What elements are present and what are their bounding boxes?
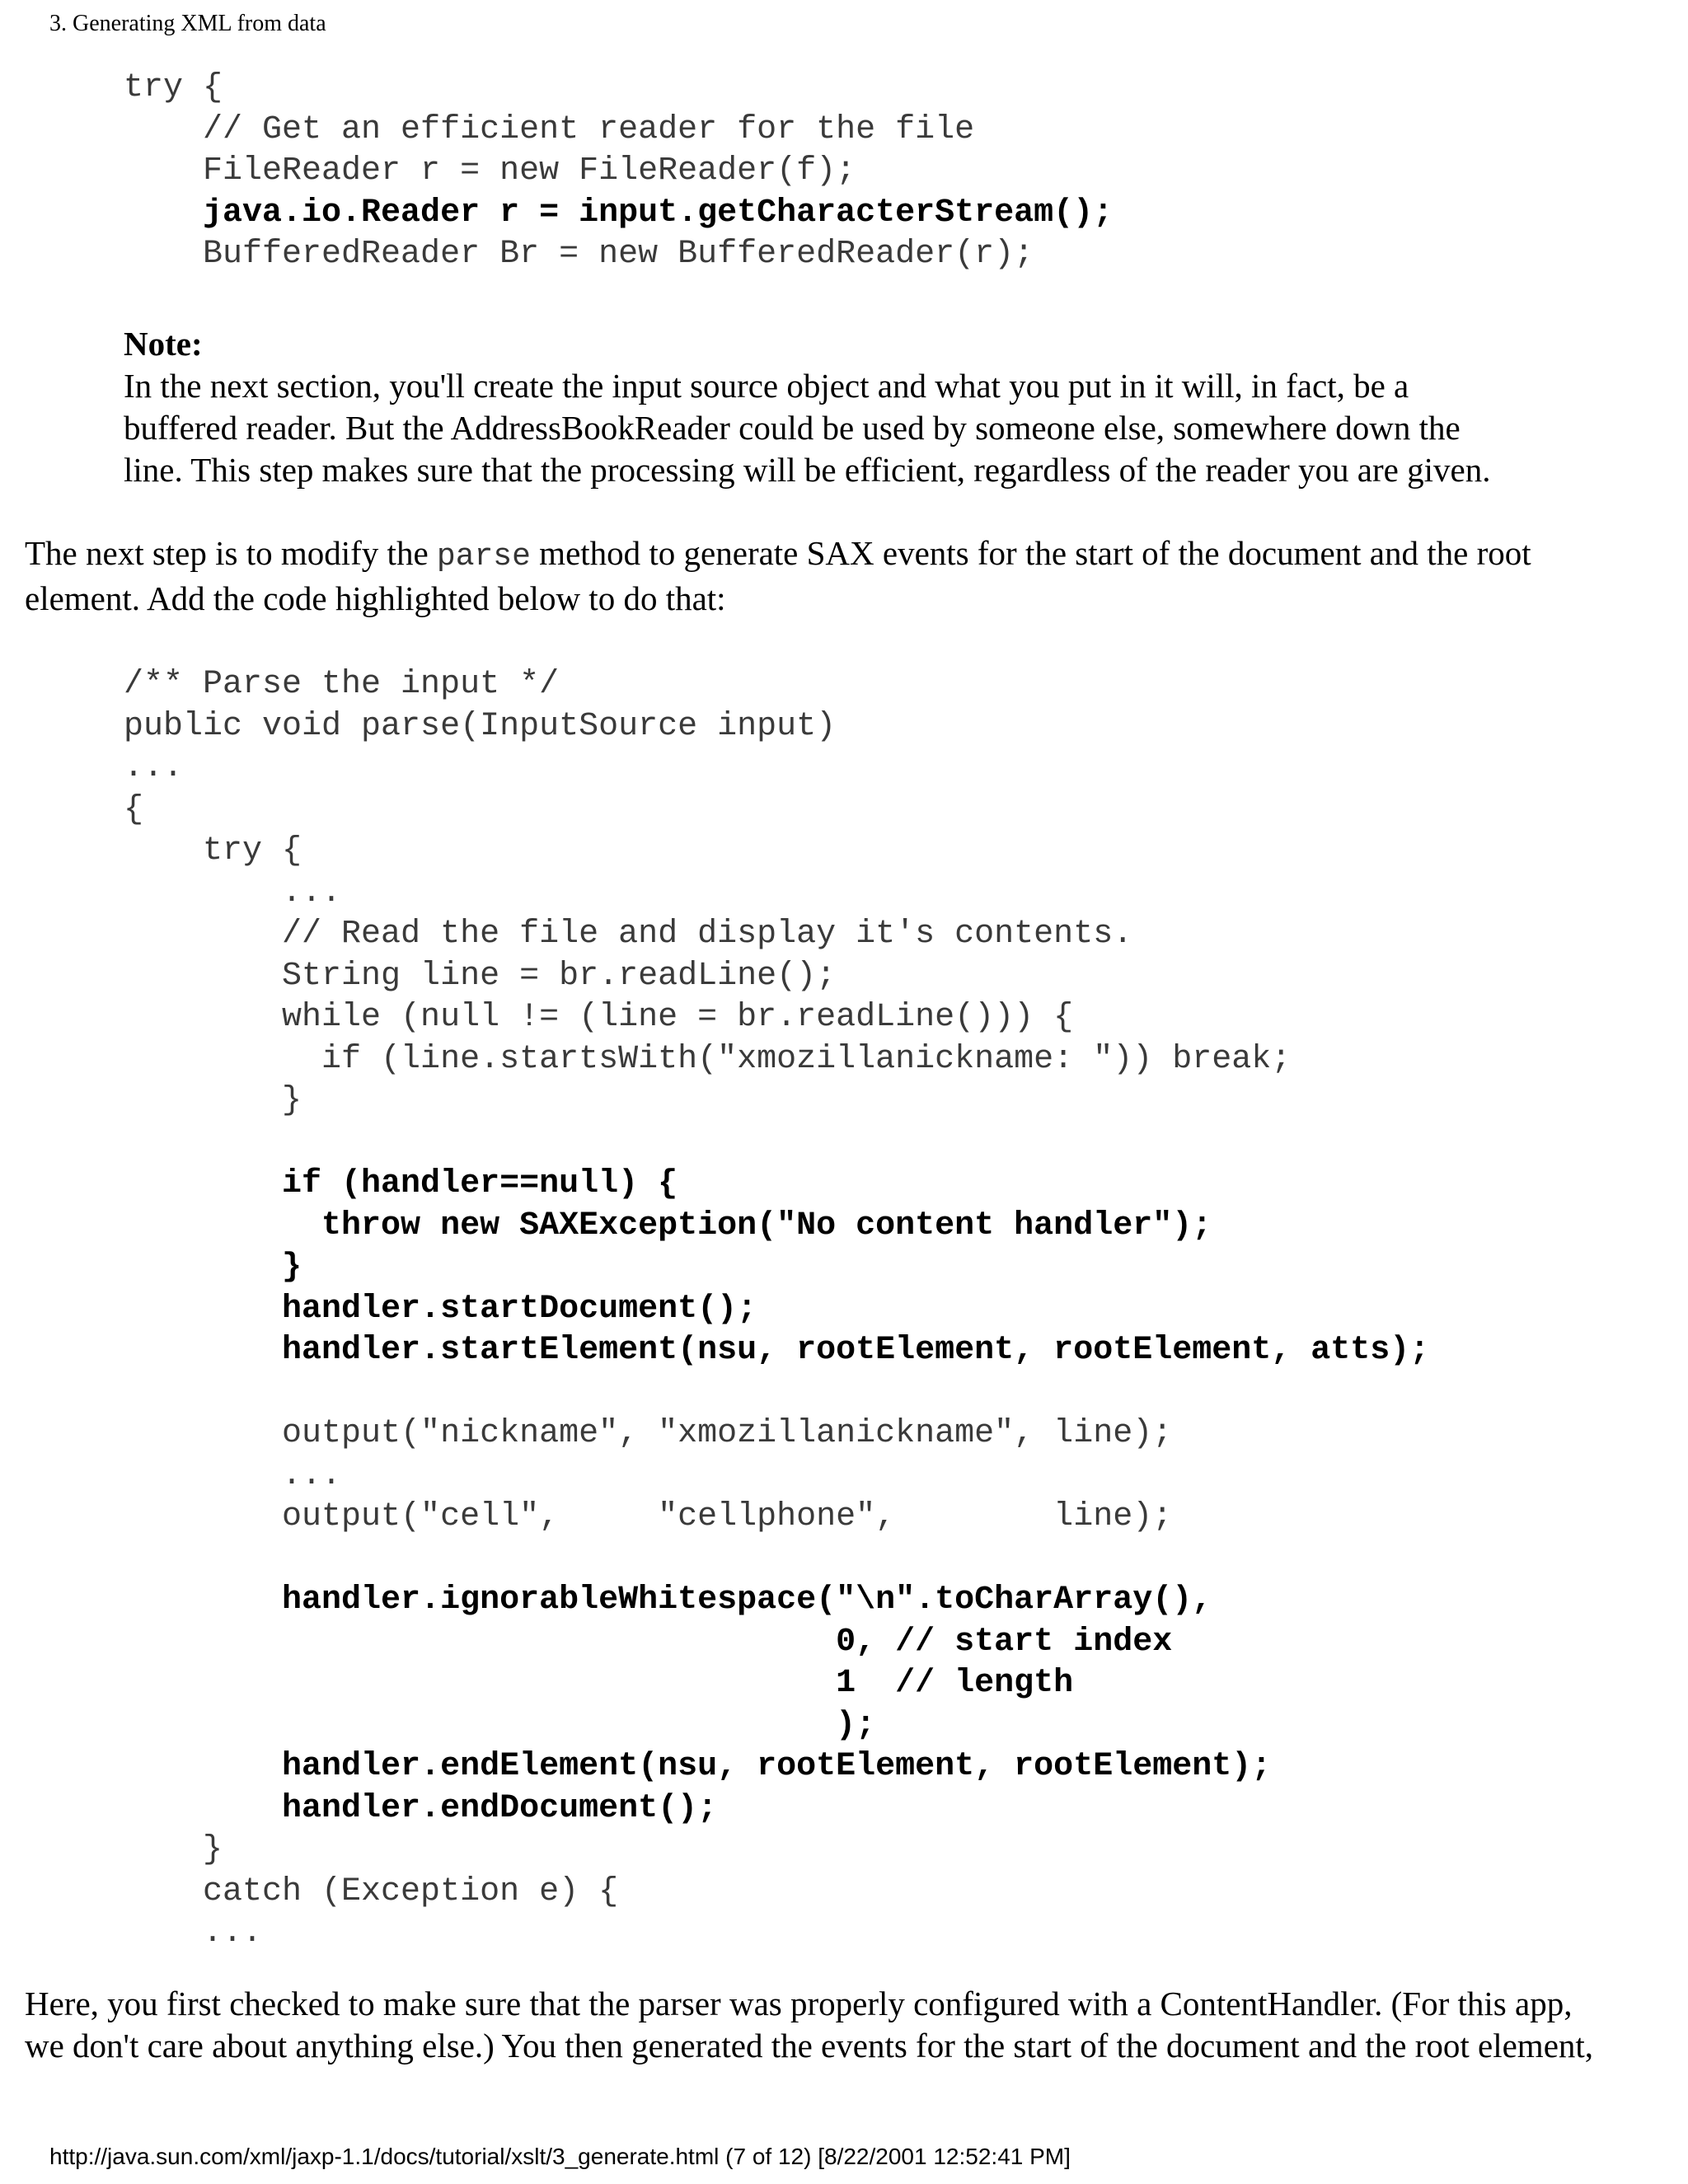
note-line: buffered reader. But the AddressBookReader could be used by someone else, somewhere down the: [124, 409, 1461, 447]
code-line: ...: [124, 1456, 342, 1494]
code-line-highlighted: handler.startDocument();: [124, 1290, 757, 1328]
code-line: BufferedReader Br = new BufferedReader(r);: [124, 236, 1034, 273]
code-line: while (null != (line = br.readLine())) {: [124, 999, 1074, 1036]
code-line: // Read the file and display it's contents.: [124, 916, 1133, 953]
page-footer-url: http://java.sun.com/xml/jaxp-1.1/docs/tutorial/xslt/3_generate.html (7 of 12) [8/22/2001 12:52:41 PM]: [49, 2144, 1071, 2169]
code-line-highlighted: handler.startElement(nsu, rootElement, rootElement, atts);: [124, 1332, 1430, 1369]
note-title: Note:: [124, 325, 203, 363]
code-line: output("cell", "cellphone", line);: [124, 1498, 1173, 1535]
code-line: ...: [124, 1915, 263, 1952]
closing-text: we don't care about anything else.) You then generated the events for the start of the document and the root element,: [25, 2027, 1594, 2064]
code-block-reader: [124, 68, 1113, 276]
code-line: {: [124, 790, 144, 828]
note-line: In the next section, you'll create the input source object and what you put in it will, in fact, be a: [124, 367, 1409, 405]
code-block-parse-method: [124, 664, 1429, 1955]
inline-code-parse: parse: [436, 539, 531, 574]
note-line: line. This step makes sure that the processing will be efficient, regardless of the reader you are given.: [124, 451, 1491, 489]
code-line: ...: [124, 749, 184, 786]
intro-text: element. Add the code highlighted below to do that:: [25, 579, 726, 617]
code-line: }: [124, 1831, 223, 1868]
code-line-highlighted: );: [124, 1706, 876, 1744]
code-line-highlighted: if (handler==null) {: [124, 1165, 678, 1202]
code-line-highlighted: }: [124, 1249, 302, 1286]
code-line: /** Parse the input */: [124, 666, 560, 703]
code-line-highlighted: handler.endDocument();: [124, 1789, 718, 1827]
code-line-highlighted: 1 // length: [124, 1665, 1074, 1702]
page-header-title: 3. Generating XML from data: [49, 11, 326, 36]
code-line: public void parse(InputSource input): [124, 707, 837, 745]
code-line: try {: [124, 69, 223, 106]
code-line-highlighted: 0, // start index: [124, 1623, 1173, 1661]
intro-text: method to generate SAX events for the start of the document and the root: [530, 534, 1531, 572]
code-line-highlighted: handler.ignorableWhitespace("\n".toCharArray(),: [124, 1582, 1212, 1619]
intro-text: The next step is to modify the: [25, 534, 437, 572]
code-line: catch (Exception e) {: [124, 1872, 619, 1910]
code-line: if (line.startsWith("xmozillanickname: ")) break;: [124, 1040, 1292, 1078]
code-line: FileReader r = new FileReader(f);: [124, 152, 856, 190]
intro-paragraph: [25, 532, 1531, 620]
code-line: try {: [124, 832, 302, 869]
code-line-highlighted: java.io.Reader r = input.getCharacterStream();: [124, 194, 1114, 232]
code-line: // Get an efficient reader for the file: [124, 110, 975, 148]
note: [124, 323, 1490, 491]
code-line: ...: [124, 874, 342, 912]
code-line: output("nickname", "xmozillanickname", line);: [124, 1415, 1173, 1452]
closing-text: Here, you first checked to make sure that the parser was properly configured with a ContentHandler. (For this app,: [25, 1985, 1573, 2022]
code-line: }: [124, 1082, 302, 1119]
closing-paragraph: [25, 1983, 1593, 2067]
code-line-highlighted: throw new SAXException("No content handler");: [124, 1207, 1212, 1244]
code-line-highlighted: handler.endElement(nsu, rootElement, rootElement);: [124, 1748, 1272, 1785]
code-line: String line = br.readLine();: [124, 957, 837, 995]
